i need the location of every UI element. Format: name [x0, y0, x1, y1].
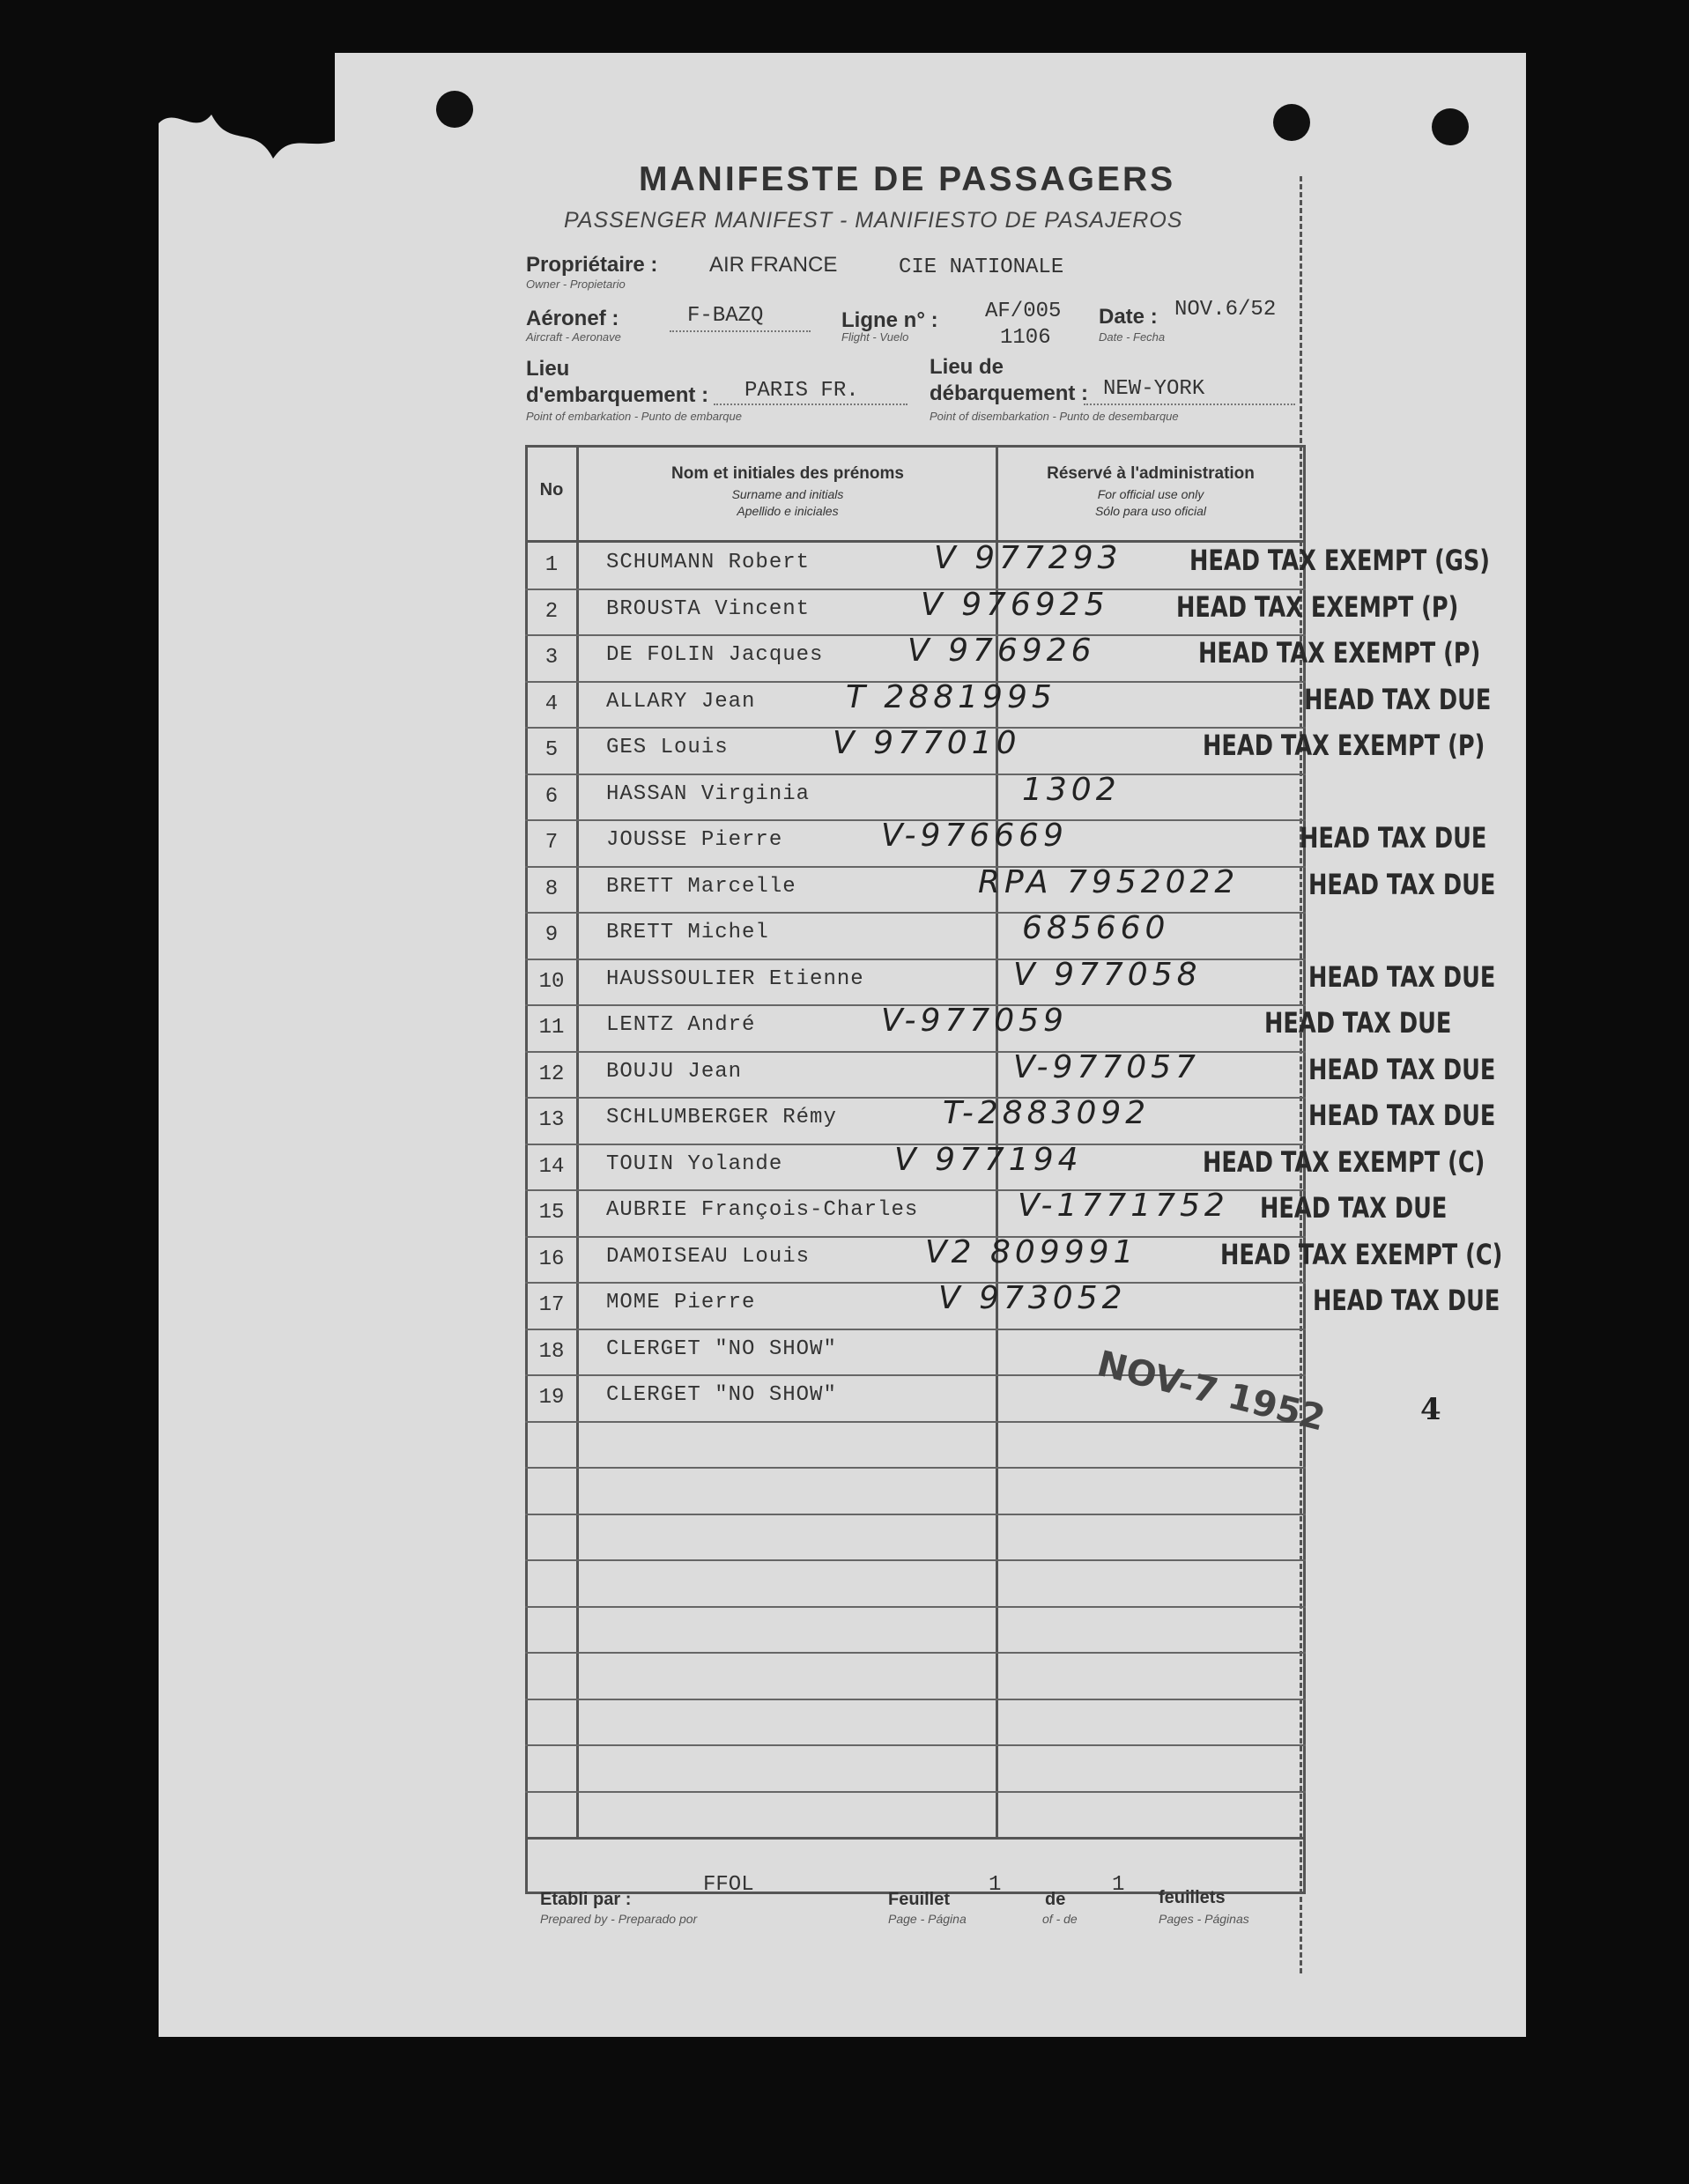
owner-sublabel: Owner - Propietario — [526, 278, 626, 291]
punch-hole-right — [1432, 108, 1469, 145]
passenger-name: MOME Pierre — [606, 1291, 756, 1314]
row-number: 8 — [544, 877, 559, 901]
handwritten-visa-number: 685660 — [1022, 910, 1170, 946]
head-tax-stamp: HEAD TAX DUE — [1308, 1052, 1496, 1086]
passenger-name: ALLARY Jean — [606, 689, 756, 714]
disembark-sublabel: Point of disembarkation - Punto de desembarque — [930, 410, 1179, 423]
handwritten-visa-number: V 977194 — [894, 1141, 1083, 1178]
passenger-name: BRETT Michel — [606, 921, 769, 944]
col-header-admin-sub1: For official use only — [1097, 487, 1204, 501]
passenger-name: DAMOISEAU Louis — [606, 1244, 811, 1269]
row-number: 13 — [538, 1108, 565, 1132]
handwritten-visa-number: V 977010 — [833, 725, 1021, 761]
row-divider — [525, 1282, 1306, 1284]
row-number: 3 — [544, 646, 559, 670]
handwritten-visa-number: V 976926 — [907, 633, 1096, 669]
col-header-no: No — [539, 480, 564, 500]
row-number: 12 — [538, 1062, 565, 1086]
handwritten-visa-number: V-1771752 — [1018, 1188, 1229, 1224]
row-divider — [525, 1421, 1306, 1423]
passenger-name: BRETT Marcelle — [606, 874, 796, 899]
total-pages-value: 1 — [1112, 1873, 1125, 1897]
handwritten-visa-number: V 977058 — [1013, 956, 1202, 993]
handwritten-visa-number: V 976925 — [921, 586, 1109, 623]
col-header-name: Nom et initiales des prénoms — [671, 464, 904, 483]
handwritten-visa-number: 1302 — [1022, 771, 1121, 808]
passenger-name: SCHUMANN Robert — [606, 551, 811, 574]
passenger-name: LENTZ André — [606, 1013, 756, 1037]
blank-row-divider — [525, 1791, 1306, 1793]
row-number: 9 — [544, 923, 559, 947]
head-tax-stamp: HEAD TAX EXEMPT (GS) — [1189, 544, 1490, 577]
footer-divider — [525, 1837, 1306, 1840]
head-tax-stamp: HEAD TAX EXEMPT (P) — [1176, 589, 1459, 624]
head-tax-stamp: HEAD TAX EXEMPT (C) — [1203, 1144, 1485, 1179]
passenger-name: GES Louis — [606, 736, 729, 759]
head-tax-stamp: HEAD TAX EXEMPT (C) — [1220, 1237, 1503, 1271]
flight-label: Ligne n° : — [841, 308, 938, 332]
row-number: 5 — [544, 738, 559, 762]
page-number: 4 — [1420, 1392, 1441, 1427]
row-number: 14 — [538, 1154, 565, 1179]
handwritten-visa-number: V 973052 — [938, 1280, 1127, 1316]
embark-value: PARIS FR. — [744, 379, 859, 403]
row-number: 18 — [538, 1339, 565, 1364]
passenger-name: HASSAN Virginia — [606, 781, 811, 806]
prepared-sublabel: Prepared by - Preparado por — [540, 1912, 698, 1926]
blank-row-divider — [525, 1699, 1306, 1700]
handwritten-visa-number: T 2881995 — [846, 678, 1056, 715]
flight-value: AF/005 — [985, 300, 1062, 323]
head-tax-stamp: HEAD TAX EXEMPT (P) — [1198, 636, 1481, 670]
pages-sublabel: Pages - Páginas — [1159, 1912, 1249, 1926]
prepared-label: Etabli par : — [540, 1890, 632, 1909]
header-divider — [525, 540, 1306, 543]
blank-row-divider — [525, 1514, 1306, 1515]
row-number: 15 — [538, 1201, 565, 1225]
row-divider — [525, 774, 1306, 775]
pages-label: feuillets — [1159, 1888, 1226, 1907]
head-tax-stamp: HEAD TAX DUE — [1264, 1006, 1452, 1040]
col-header-admin: Réservé à l'administration — [1047, 464, 1255, 483]
row-divider — [525, 1097, 1306, 1099]
owner-value: AIR FRANCE — [709, 253, 838, 277]
row-number: 10 — [538, 969, 565, 994]
col-header-admin-sub2: Sólo para uso oficial — [1094, 504, 1207, 518]
blank-row-divider — [525, 1652, 1306, 1654]
date-value: NOV.6/52 — [1174, 298, 1277, 322]
sheet-sublabel: Page - Página — [888, 1912, 967, 1926]
sheet-value: 1 — [989, 1873, 1002, 1897]
head-tax-stamp: HEAD TAX DUE — [1300, 821, 1487, 855]
head-tax-stamp: HEAD TAX DUE — [1308, 867, 1496, 901]
handwritten-visa-number: RPA 7952022 — [978, 863, 1240, 900]
row-number: 16 — [538, 1247, 565, 1271]
blank-row-divider — [525, 1559, 1306, 1561]
blank-row-divider — [525, 1606, 1306, 1608]
of-sublabel: of - de — [1042, 1912, 1078, 1926]
passenger-name: BOUJU Jean — [606, 1059, 743, 1084]
row-number: 7 — [544, 831, 559, 855]
embark-label-1: Lieu — [526, 357, 570, 381]
embark-label-2: d'embarquement : — [526, 383, 709, 407]
embark-sublabel: Point of embarkation - Punto de embarque — [526, 410, 742, 423]
passenger-name: JOUSSE Pierre — [606, 828, 783, 852]
col-header-name-sub1: Surname and initials — [731, 487, 844, 501]
torn-corner — [159, 53, 335, 159]
row-divider — [525, 1329, 1306, 1330]
passenger-name: CLERGET "NO SHOW" — [606, 1383, 837, 1407]
passenger-name: HAUSSOULIER Etienne — [606, 966, 864, 991]
head-tax-stamp: HEAD TAX DUE — [1260, 1191, 1448, 1225]
passenger-name: DE FOLIN Jacques — [606, 643, 824, 667]
head-tax-stamp: HEAD TAX DUE — [1308, 959, 1496, 994]
passenger-name: BROUSTA Vincent — [606, 596, 811, 621]
passenger-name: TOUIN Yolande — [606, 1151, 783, 1176]
handwritten-visa-number: V 977293 — [934, 540, 1122, 576]
passenger-name: CLERGET "NO SHOW" — [606, 1336, 837, 1361]
embark-underline — [714, 403, 907, 405]
disembark-label-1: Lieu de — [930, 355, 1004, 379]
flight-value-2: 1106 — [1000, 326, 1051, 350]
punch-hole-center — [1273, 104, 1310, 141]
handwritten-visa-number: T-2883092 — [943, 1095, 1151, 1131]
row-number: 17 — [538, 1293, 565, 1317]
row-number: 19 — [538, 1386, 565, 1410]
row-number: 4 — [544, 692, 559, 716]
head-tax-stamp: HEAD TAX DUE — [1304, 682, 1492, 716]
owner-extra: CIE NATIONALE — [899, 255, 1064, 279]
blank-row-divider — [525, 1744, 1306, 1746]
handwritten-visa-number: V-976669 — [881, 818, 1068, 854]
row-number: 11 — [538, 1016, 565, 1040]
aircraft-underline — [670, 330, 811, 332]
handwritten-visa-number: V-977059 — [881, 1003, 1068, 1039]
row-number: 2 — [544, 599, 559, 624]
aircraft-sublabel: Aircraft - Aeronave — [526, 330, 621, 344]
row-divider — [525, 912, 1306, 914]
owner-label: Propriétaire : — [526, 253, 658, 277]
disembark-underline — [1084, 403, 1295, 405]
handwritten-visa-number: V2 809991 — [925, 1233, 1138, 1270]
prepared-value: FFOL — [703, 1873, 754, 1897]
disembark-value: NEW-YORK — [1103, 377, 1205, 401]
head-tax-stamp: HEAD TAX EXEMPT (P) — [1203, 729, 1485, 762]
col-header-name-sub2: Apellido e iniciales — [737, 504, 839, 518]
date-sublabel: Date - Fecha — [1099, 330, 1166, 344]
aircraft-value: F-BAZQ — [687, 304, 764, 328]
row-number: 1 — [544, 553, 559, 577]
disembark-label-2: débarquement : — [930, 381, 1089, 405]
handwritten-visa-number: V-977057 — [1013, 1048, 1200, 1085]
blank-row-divider — [525, 1467, 1306, 1469]
passenger-name: SCHLUMBERGER Rémy — [606, 1106, 837, 1129]
date-label: Date : — [1099, 305, 1158, 329]
aircraft-label: Aéronef : — [526, 307, 619, 330]
row-number: 6 — [544, 784, 559, 809]
manifest-subtitle: PASSENGER MANIFEST - MANIFIESTO DE PASAJEROS — [564, 208, 1183, 233]
punch-hole-left — [436, 91, 473, 128]
head-tax-stamp: HEAD TAX DUE — [1308, 1099, 1496, 1132]
manifest-title: MANIFESTE DE PASSAGERS — [639, 160, 1176, 198]
row-divider — [525, 1236, 1306, 1238]
flight-sublabel: Flight - Vuelo — [841, 330, 909, 344]
head-tax-stamp: HEAD TAX DUE — [1313, 1284, 1500, 1317]
of-label: de — [1045, 1890, 1066, 1909]
sheet-label: Feuillet — [888, 1890, 951, 1909]
passenger-name: AUBRIE François-Charles — [606, 1198, 919, 1222]
date-stamp: NOV-7 1952 — [1093, 1344, 1330, 1440]
